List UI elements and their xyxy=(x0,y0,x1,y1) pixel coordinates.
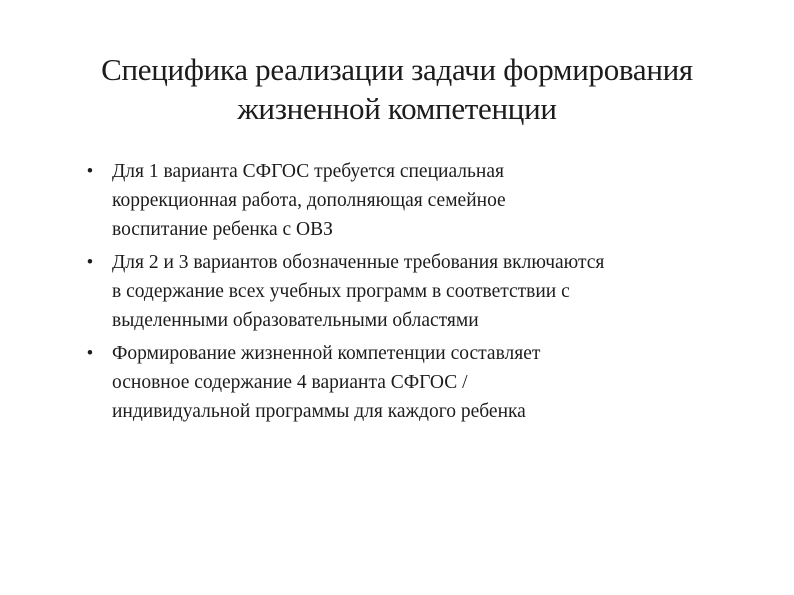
slide-title xyxy=(40,50,754,128)
bullet-text-line: коррекционная работа, дополняющая семейное xyxy=(112,190,506,211)
slide-title-line: Специфика реализации задачи формирования xyxy=(101,52,693,87)
bullet-text-line: воспитание ребенка с ОВЗ xyxy=(112,219,333,240)
bullet-icon: • xyxy=(86,343,94,364)
bullet-text-line: Формирование жизненной компетенции составляет xyxy=(112,343,541,364)
bullet-text-line: в содержание всех учебных программ в соответствии с xyxy=(112,281,570,302)
bullet-icon: • xyxy=(86,161,94,182)
bullet-text-line: основное содержание 4 варианта СФГОС / xyxy=(112,372,468,393)
bullet-text-line: Для 2 и 3 вариантов обозначенные требования включаются xyxy=(112,252,605,273)
bullet-list xyxy=(82,157,722,430)
slide-title-line: жизненной компетенции xyxy=(237,91,557,126)
bullet-text-line: выделенными образовательными областями xyxy=(112,310,479,331)
bullet-item xyxy=(82,339,722,426)
bullet-item xyxy=(82,248,722,335)
bullet-text-line: Для 1 варианта СФГОС требуется специальная xyxy=(112,161,504,182)
bullet-icon: • xyxy=(86,252,94,273)
bullet-item xyxy=(82,157,722,244)
bullet-text-line: индивидуальной программы для каждого ребенка xyxy=(112,401,526,422)
